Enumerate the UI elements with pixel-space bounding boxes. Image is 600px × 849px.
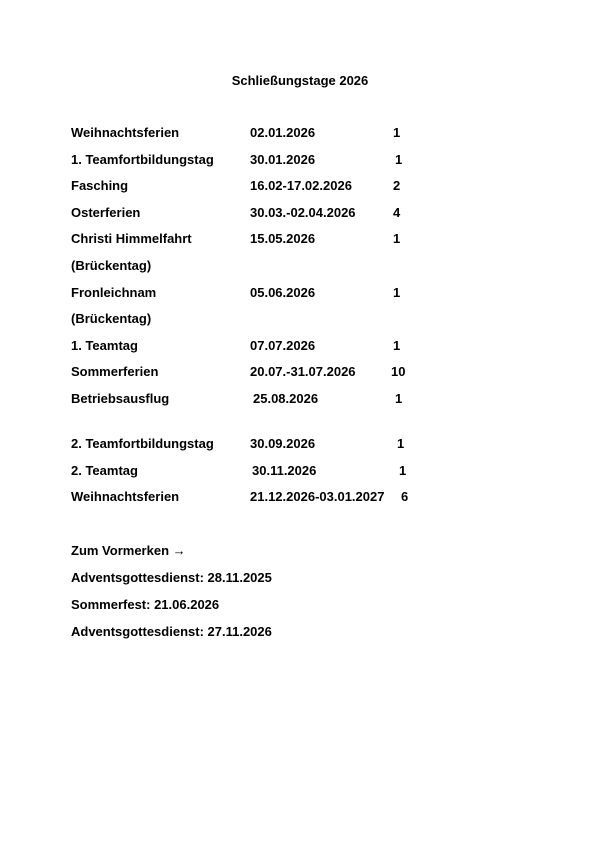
table-row xyxy=(0,258,600,276)
table-row xyxy=(0,285,600,303)
row-date: 05.06.2026 xyxy=(250,285,316,300)
row-days: 1 xyxy=(395,391,403,406)
table-row xyxy=(0,311,600,329)
row-days: 2 xyxy=(393,178,401,193)
row-name: Weihnachtsferien xyxy=(71,125,180,140)
row-name: Fronleichnam xyxy=(71,285,157,300)
row-date: 25.08.2026 xyxy=(253,391,319,406)
table-row xyxy=(0,152,600,170)
row-days: 6 xyxy=(401,489,409,504)
row-date: 02.01.2026 xyxy=(250,125,316,140)
row-name: (Brückentag) xyxy=(71,258,152,273)
row-name: Betriebsausflug xyxy=(71,391,170,406)
table-row xyxy=(0,463,600,481)
notes-header-label: Zum Vormerken xyxy=(71,543,170,558)
row-days: 1 xyxy=(393,125,401,140)
note-item: Adventsgottesdienst: 28.11.2025 xyxy=(71,570,272,585)
table-row xyxy=(0,205,600,223)
row-days: 1 xyxy=(395,152,403,167)
row-days: 1 xyxy=(393,231,401,246)
row-date: 20.07.-31.07.2026 xyxy=(250,364,356,379)
row-name: Fasching xyxy=(71,178,129,193)
row-name: Weihnachtsferien xyxy=(71,489,180,504)
row-name: 2. Teamfortbildungstag xyxy=(71,436,214,451)
row-name: Sommerferien xyxy=(71,364,159,379)
note-item: Sommerfest: 21.06.2026 xyxy=(71,597,220,612)
row-date: 30.03.-02.04.2026 xyxy=(250,205,356,220)
row-days: 1 xyxy=(393,338,401,353)
table-row xyxy=(0,364,600,382)
row-name: 1. Teamtag xyxy=(71,338,138,353)
row-date: 21.12.2026-03.01.2027 xyxy=(250,489,385,504)
row-name: Osterferien xyxy=(71,205,141,220)
row-date: 30.01.2026 xyxy=(250,152,316,167)
table-row xyxy=(0,391,600,409)
arrow-right-icon: → xyxy=(172,543,186,558)
table-row xyxy=(0,338,600,356)
row-date: 30.11.2026 xyxy=(252,463,317,478)
row-days: 1 xyxy=(399,463,407,478)
row-name: 2. Teamtag xyxy=(71,463,138,478)
row-name: Christi Himmelfahrt xyxy=(71,231,192,246)
table-row xyxy=(0,489,600,507)
note-item: Adventsgottesdienst: 27.11.2026 xyxy=(71,624,272,639)
row-days: 1 xyxy=(393,285,401,300)
row-date: 15.05.2026 xyxy=(250,231,316,246)
row-date: 30.09.2026 xyxy=(250,436,316,451)
row-date: 16.02-17.02.2026 xyxy=(250,178,352,193)
row-days: 1 xyxy=(397,436,405,451)
page-title: Schließungstage 2026 xyxy=(231,73,369,88)
table-row xyxy=(0,125,600,143)
row-name: (Brückentag) xyxy=(71,311,152,326)
notes-header xyxy=(71,543,186,558)
row-date: 07.07.2026 xyxy=(250,338,316,353)
row-name: 1. Teamfortbildungstag xyxy=(71,152,214,167)
table-row xyxy=(0,231,600,249)
table-row xyxy=(0,178,600,196)
table-row xyxy=(0,436,600,454)
row-days: 10 xyxy=(391,364,406,379)
row-days: 4 xyxy=(393,205,401,220)
